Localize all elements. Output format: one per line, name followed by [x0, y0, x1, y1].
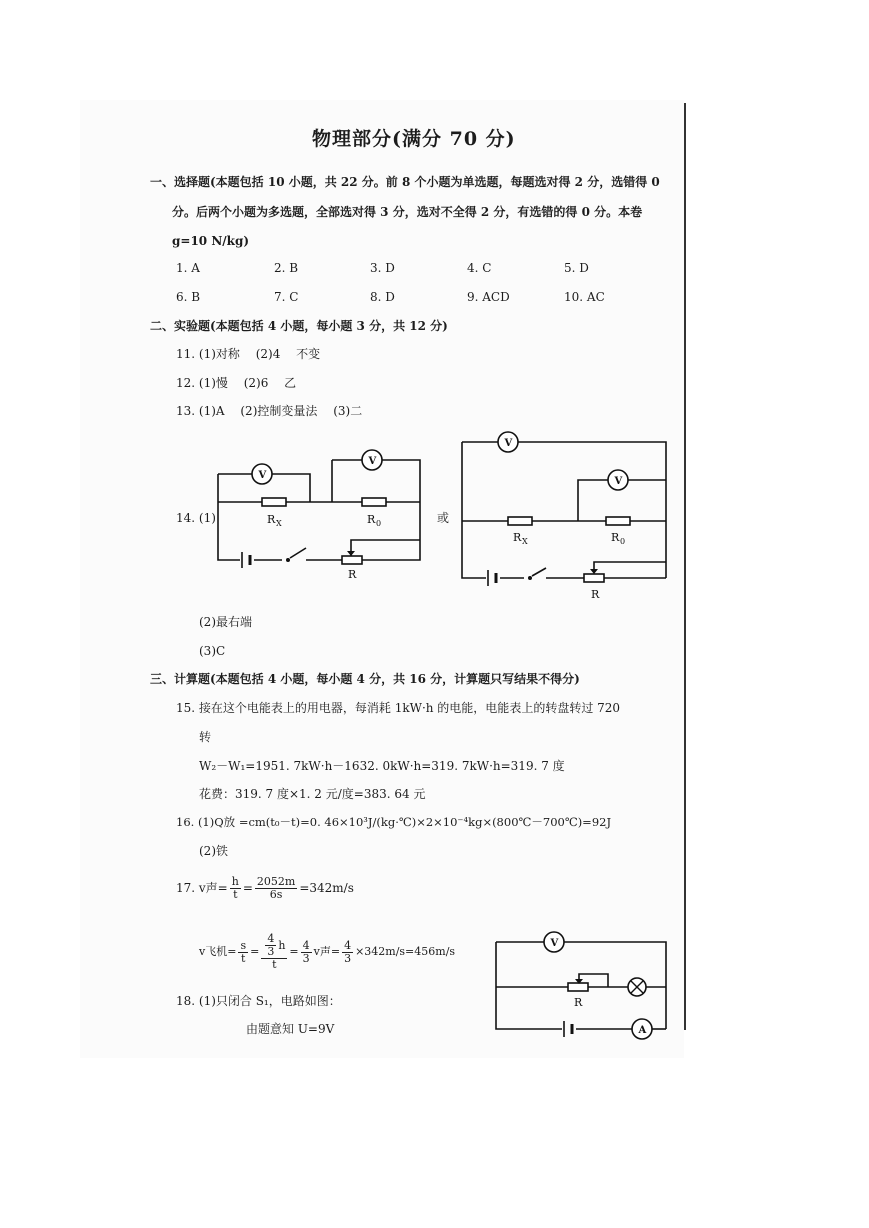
- resistor-r0-label: R: [611, 531, 620, 544]
- fraction: [255, 876, 297, 901]
- battery-icon: [488, 570, 496, 586]
- answer-18-line2: 由题意知 U=9V: [246, 1022, 335, 1036]
- resistor-rx: [508, 517, 532, 525]
- rheostat-icon: [568, 979, 588, 991]
- rheostat-icon: [584, 569, 604, 582]
- voltmeter-icon: [252, 464, 272, 484]
- answer-12: 12. (1)慢 (2)6 乙: [176, 376, 297, 390]
- switch-icon: [286, 558, 290, 562]
- denominator: t: [233, 887, 238, 901]
- section1-heading-line3: g=10 N/kg): [172, 234, 250, 248]
- answer-14-label: 14. (1): [176, 511, 216, 525]
- numerator: 4: [267, 932, 275, 945]
- q17b-lhs: v飞机=: [199, 945, 237, 958]
- answer-9: 9. ACD: [467, 290, 510, 304]
- resistor-r0: [606, 517, 630, 525]
- battery-icon: [564, 1021, 572, 1037]
- answer-14-or: 或: [437, 511, 450, 525]
- q17-lhs: 17. v声=: [176, 881, 228, 895]
- circuit-diagram-3: [490, 930, 670, 1045]
- numerator: h: [231, 874, 239, 888]
- answer-17-line2: v飞机= $\frac{s}{t}$ = $\frac{4}{3}$ h t = $\frac{4}{3}$ v声= $\frac{4}{3}$ ×342m/s=456m/s: [199, 932, 456, 971]
- numerator: 4: [302, 938, 310, 952]
- section1-heading-line1: 一、选择题(本题包括 10 小题，共 22 分。前 8 个小题为单选题，每题选对得 2 分，选错得 0: [150, 175, 660, 189]
- answer-15-line3: W₂－W₁=1951. 7kW·h－1632. 0kW·h=319. 7kW·h=319. 7 度: [199, 759, 565, 773]
- resistor-rx: [262, 498, 286, 506]
- rheostat-label: R: [348, 568, 357, 581]
- lamp-icon: [628, 978, 646, 996]
- page-title: 物理部分(满分 70 分): [312, 128, 516, 150]
- numerator: s: [240, 938, 247, 952]
- equals: =: [242, 881, 253, 895]
- answer-8: 8. D: [370, 290, 395, 304]
- rheostat-label: R: [591, 588, 600, 601]
- answer-14-part2: (2)最右端: [199, 615, 252, 629]
- resistor-rx-subscript: X: [522, 537, 528, 546]
- answer-5: 5. D: [564, 261, 589, 275]
- variable-h: h: [278, 938, 286, 952]
- voltmeter-label: V: [368, 456, 377, 467]
- section3-heading: 三、计算题(本题包括 4 小题，每小题 4 分，共 16 分，计算题只写结果不得分): [150, 672, 580, 686]
- section1-heading-line2: 分。后两个小题为多选题，全部选对得 3 分，选对不全得 2 分，有选错的得 0 分。本卷: [172, 205, 643, 219]
- denominator: t: [272, 958, 277, 971]
- fraction: [301, 940, 312, 965]
- answer-17-line1: [176, 871, 354, 905]
- voltmeter-label: V: [550, 938, 559, 949]
- answer-15-line2: 转: [199, 730, 212, 744]
- numerator: 4: [344, 938, 352, 952]
- answer-10: 10. AC: [564, 290, 605, 304]
- answer-15-line4: 花费：319. 7 度×1. 2 元/度=383. 64 元: [199, 787, 426, 801]
- answer-15-line1: 15. 接在这个电能表上的用电器，每消耗 1kW·h 的电能，电能表上的转盘转过 720: [176, 701, 621, 715]
- voltmeter-label: V: [504, 438, 513, 449]
- resistor-rx-label: R: [513, 531, 522, 544]
- circuit-diagram-2: [458, 428, 670, 603]
- fraction: [342, 940, 353, 965]
- denominator: 3: [302, 951, 310, 965]
- voltmeter-icon: [544, 932, 564, 952]
- switch-icon: [528, 576, 532, 580]
- ammeter-icon: [632, 1019, 652, 1039]
- q17b-vs: v声=: [313, 945, 341, 958]
- voltmeter-icon: [498, 432, 518, 452]
- q17b-tail: ×342m/s=456m/s: [355, 945, 456, 958]
- resistor-r0-subscript: 0: [376, 519, 382, 528]
- answer-18-line1: 18. (1)只闭合 S₁，电路如图：: [176, 994, 341, 1008]
- circuit-diagram-1: [210, 450, 425, 590]
- voltmeter-label: V: [614, 476, 623, 487]
- resistor-rx-subscript: X: [276, 519, 282, 528]
- denominator: 3: [267, 945, 275, 958]
- answer-16-line2: (2)铁: [199, 844, 228, 858]
- denominator: 3: [344, 951, 352, 965]
- ammeter-label: A: [638, 1025, 647, 1036]
- fraction: [265, 933, 276, 958]
- fraction: [230, 876, 241, 901]
- answer-13: 13. (1)A (2)控制变量法 (3)二: [176, 404, 363, 418]
- numerator: 2052m: [256, 874, 296, 888]
- voltmeter-icon: [362, 450, 382, 470]
- answer-11: 11. (1)对称 (2)4 不变: [176, 347, 321, 361]
- answer-14-part3: (3)C: [199, 644, 226, 658]
- resistor-r0-label: R: [367, 513, 376, 526]
- denominator: 6s: [269, 887, 283, 901]
- answer-3: 3. D: [370, 261, 395, 275]
- page-margin-line: [684, 103, 686, 1030]
- voltmeter-icon: [608, 470, 628, 490]
- answer-7: 7. C: [274, 290, 299, 304]
- answer-1: 1. A: [176, 261, 200, 275]
- rheostat-icon: [342, 548, 362, 564]
- q17-result: =342m/s: [299, 881, 354, 895]
- fraction: [238, 940, 248, 965]
- denominator: t: [241, 951, 246, 965]
- answer-16-line1: 16. (1)Q放 =cm(t₀－t)=0. 46×10³J/(kg·℃)×2×10⁻⁴kg×(800℃－700℃)=92J: [176, 815, 612, 829]
- answer-4: 4. C: [467, 261, 492, 275]
- fraction: [261, 933, 287, 971]
- battery-icon: [242, 552, 250, 568]
- resistor-r0-subscript: 0: [620, 537, 626, 546]
- voltmeter-label: V: [258, 470, 267, 481]
- answer-2: 2. B: [274, 261, 299, 275]
- answer-6: 6. B: [176, 290, 201, 304]
- numerator: [261, 933, 287, 959]
- rheostat-label: R: [574, 996, 583, 1009]
- resistor-r0: [362, 498, 386, 506]
- resistor-rx-label: R: [267, 513, 276, 526]
- section2-heading: 二、实验题(本题包括 4 小题，每小题 3 分，共 12 分): [150, 319, 448, 333]
